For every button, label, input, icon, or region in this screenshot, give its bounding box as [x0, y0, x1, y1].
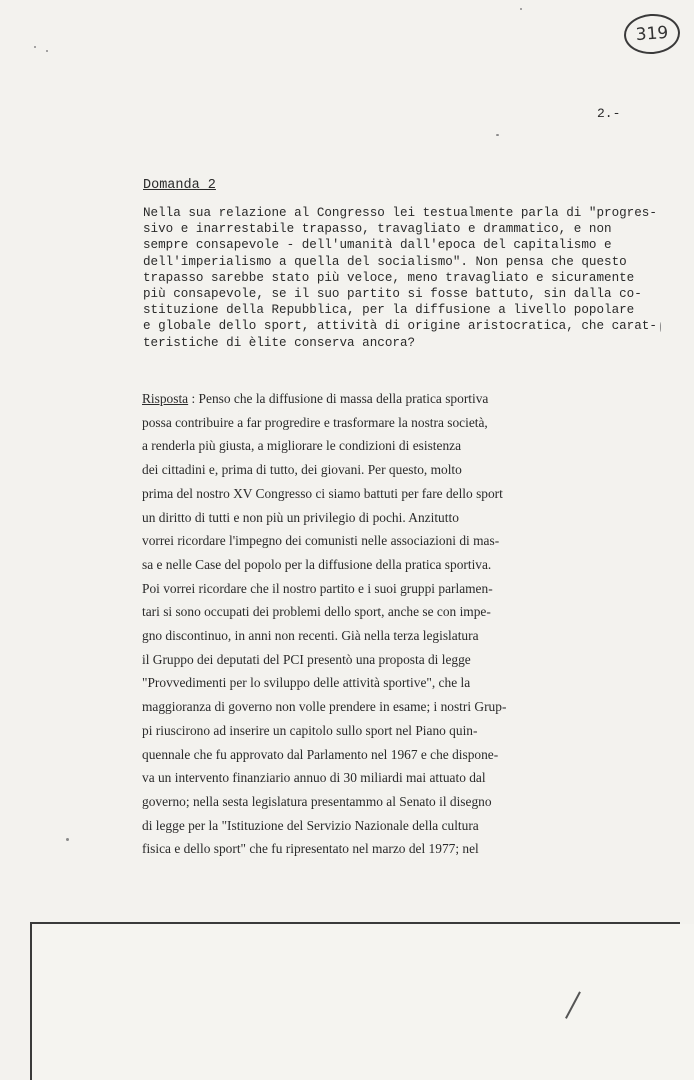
- left-border-line: [30, 922, 32, 1080]
- answer-line: maggioranza di governo non volle prendere in esame; i nostri Grup-: [142, 699, 507, 715]
- answer-line: prima del nostro XV Congresso ci siamo battuti per fare dello sport: [142, 485, 503, 501]
- answer-text: [142, 387, 647, 861]
- answer-line: governo; nella sesta legislatura presentammo al Senato il disegno: [142, 793, 492, 809]
- answer-line: possa contribuire a far progredire e trasformare la nostra società,: [142, 414, 488, 430]
- bottom-border-line: [30, 922, 680, 924]
- question-line: sempre consapevole - dell'umanità dall'epoca del capitalismo e: [143, 238, 612, 253]
- scan-speck: [496, 134, 499, 136]
- question-line: dell'imperialismo a quella del socialismo". Non pensa che questo: [143, 254, 627, 269]
- question-line: e globale dello sport, attività di origine aristocratica, che carat-: [143, 319, 657, 334]
- scan-speck: [34, 46, 36, 48]
- answer-line: un diritto di tutti e non più un privilegio di pochi. Anzitutto: [142, 509, 459, 525]
- answer-line: quennale che fu approvato dal Parlamento nel 1967 e che dispone-: [142, 746, 499, 762]
- scan-speck: [660, 322, 661, 332]
- question-line: Nella sua relazione al Congresso lei testualmente parla di "progres-: [143, 206, 657, 220]
- answer-line: "Provvedimenti per lo sviluppo delle attività sportive", che la: [142, 675, 471, 691]
- blank-lower-area: [32, 924, 694, 1080]
- scan-speck: [46, 50, 48, 52]
- question-text: [143, 205, 657, 351]
- answer-line: va un intervento finanziario annuo di 30 miliardi mai attuato dal: [142, 770, 486, 786]
- scan-speck: [66, 838, 69, 841]
- answer-first-line: [142, 387, 647, 411]
- question-line: trapasso sarebbe stato più veloce, meno travagliato e sicuramente: [143, 270, 635, 285]
- question-line: più consapevole, se il suo partito si fosse battuto, sin dalla co-: [143, 287, 642, 302]
- page-stamp-number: 319: [635, 22, 669, 46]
- answer-line: pi riuscirono ad inserire un capitolo sullo sport nel Piano quin-: [142, 722, 478, 738]
- question-line: teristiche di èlite conserva ancora?: [143, 335, 416, 350]
- answer-line: a renderla più giusta, a migliorare le condizioni di esistenza: [142, 438, 462, 454]
- answer-line: il Gruppo dei deputati del PCI presentò una proposta di legge: [142, 651, 471, 667]
- answer-label: Risposta: [142, 391, 189, 406]
- answer-line: fisica e dello sport" che fu ripresentato nel marzo del 1977; nel: [142, 841, 479, 857]
- answer-first-line-rest: : Penso che la diffusione di massa della pratica sportiva: [188, 391, 489, 406]
- answer-line: tari si sono occupati dei problemi dello sport, anche se con impe-: [142, 604, 491, 620]
- answer-line: Poi vorrei ricordare che il nostro partito e i suoi gruppi parlamen-: [142, 580, 493, 596]
- answer-line: sa e nelle Case del popolo per la diffusione della pratica sportiva.: [142, 556, 492, 572]
- page-number: 2.-: [597, 106, 621, 121]
- question-line: stituzione della Repubblica, per la diffusione a livello popolare: [143, 303, 635, 318]
- question-line: sivo e inarrestabile trapasso, travagliato e drammatico, e non: [143, 222, 612, 237]
- answer-line: gno discontinuo, in anni non recenti. Già nella terza legislatura: [142, 628, 479, 644]
- question-heading: Domanda 2: [143, 178, 216, 193]
- answer-line: di legge per la "Istituzione del Servizio Nazionale della cultura: [142, 817, 479, 833]
- scan-speck: [520, 8, 522, 10]
- page-stamp: [623, 12, 682, 56]
- answer-line: vorrei ricordare l'impegno dei comunisti nelle associazioni di mas-: [142, 533, 500, 549]
- answer-line: dei cittadini e, prima di tutto, dei giovani. Per questo, molto: [142, 462, 462, 478]
